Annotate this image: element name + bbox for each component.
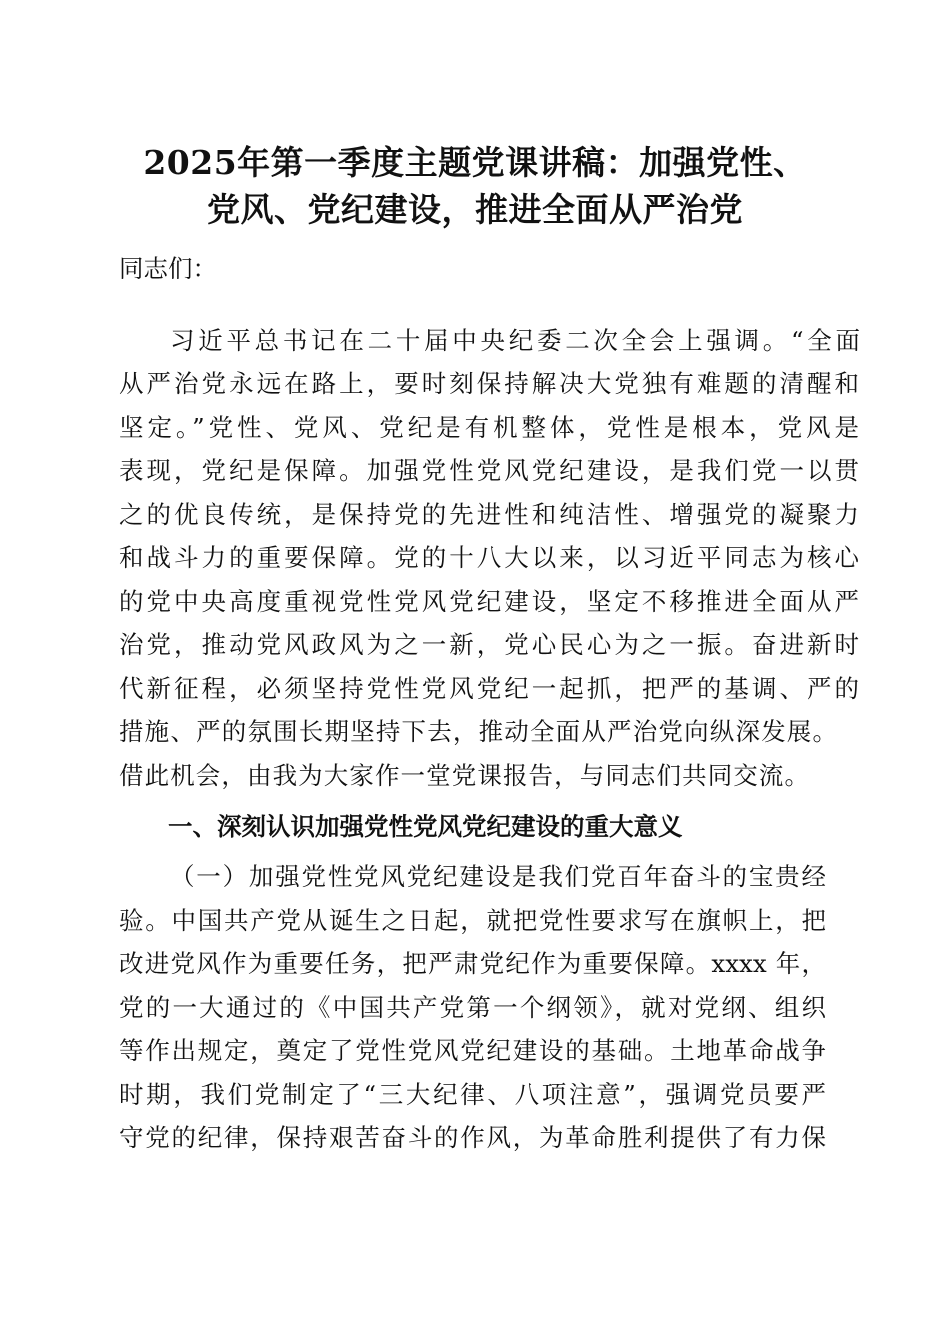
body-line: 表现，党纪是保障。加强党性党风党纪建设，是我们党一以贯 [119,456,859,485]
body-line: 验。中国共产党从诞生之日起，就把党性要求写在旗帜上，把 [119,906,826,935]
body-line: 和战斗力的重要保障。党的十八大以来，以习近平同志为核心 [119,543,859,572]
section-heading: 一、深刻认识加强党性党风党纪建设的重大意义 [168,812,683,841]
body-line: 守党的纪律，保持艰苦奋斗的作风，为革命胜利提供了有力保 [119,1123,826,1152]
body-line: 时期，我们党制定了“三大纪律、八项注意”，强调党员要严 [119,1080,826,1109]
body-line: 措施、严的氛围长期坚持下去，推动全面从严治党向纵深发展。 [119,717,837,746]
body-line: 借此机会，由我为大家作一堂党课报告，与同志们共同交流。 [119,761,809,790]
body-line: 的党中央高度重视党性党风党纪建设，坚定不移推进全面从严 [119,587,859,616]
body-line: （一）加强党性党风党纪建设是我们党百年奋斗的宝贵经 [170,862,826,891]
body-line: 从严治党永远在路上，要时刻保持解决大党独有难题的清醒和 [119,369,859,398]
body-line: 之的优良传统，是保持党的先进性和纯洁性、增强党的凝聚力 [119,500,859,529]
body-line: 习近平总书记在二十届中央纪委二次全会上强调。“全面 [170,326,860,355]
document-title-line-1: 2025年第一季度主题党课讲稿：加强党性、 [143,143,807,182]
salutation: 同志们： [119,254,217,283]
body-line: 治党，推动党风政风为之一新，党心民心为之一振。奋进新时 [119,630,859,659]
body-line: 党的一大通过的《中国共产党第一个纲领》，就对党纲、组织 [119,993,826,1022]
document-title-line-2: 党风、党纪建设，推进全面从严治党 [207,190,743,229]
body-line: 改进党风作为重要任务，把严肃党纪作为重要保障。xxxx 年， [119,949,826,978]
body-line: 代新征程，必须坚持党性党风党纪一起抓，把严的基调、严的 [119,674,859,703]
body-line: 等作出规定，奠定了党性党风党纪建设的基础。土地革命战争 [119,1036,826,1065]
body-line: 坚定。”党性、党风、党纪是有机整体，党性是根本，党风是 [119,413,859,442]
